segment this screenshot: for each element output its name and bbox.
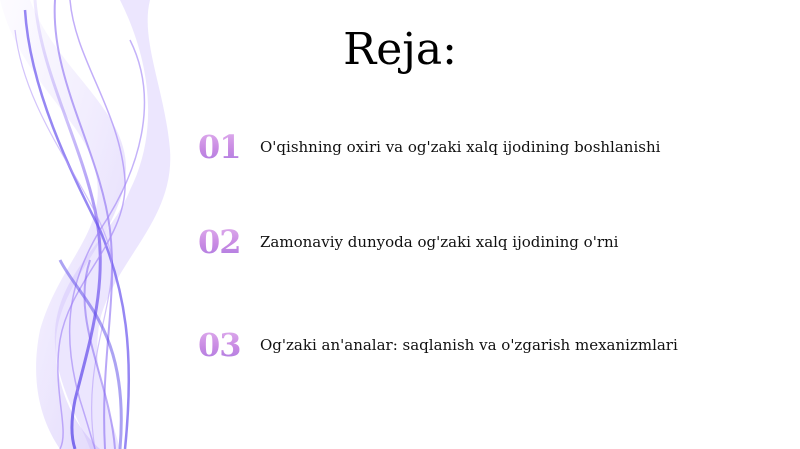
- agenda-item-number: 01: [198, 128, 260, 166]
- agenda-item-text: O'qishning oxiri va og'zaki xalq ijodining boshlanishi: [260, 138, 661, 156]
- agenda-item: [198, 122, 660, 172]
- agenda-item-number: 02: [198, 223, 260, 261]
- agenda-item-number: 03: [198, 326, 260, 364]
- slide-title: Reja:: [343, 24, 457, 75]
- agenda-item-text: Zamonaviy dunyoda og'zaki xalq ijodining o'rni: [260, 233, 619, 251]
- agenda-item: [198, 217, 618, 267]
- agenda-item: [198, 320, 678, 370]
- agenda-item-text: Og'zaki an'analar: saqlanish va o'zgarish mexanizmlari: [260, 336, 678, 354]
